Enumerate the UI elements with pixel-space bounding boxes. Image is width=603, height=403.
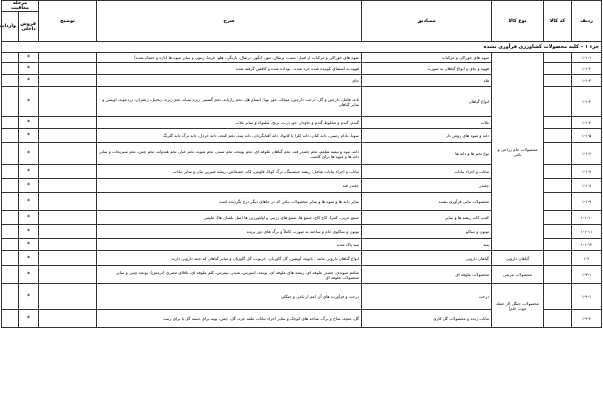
- sharh-cell: نانه، فلفل، دارچین و گل، درخت دارچین، میخک، جوز بویا، انسام هل، تخم رازیانه، تخم گشنیز، زیره سیاه، تخم زیره، زنجبیل، زعفران، زردچوبه، اویشن و سایر گیاهان: [97, 87, 362, 117]
- sharh-cell: گل، غنچه، شاخ و برگ، شاخه های کوچک و سایر اجزاء نباتات علفه خزه، گل، چمن، پونه برای دسته گل یا برای زینت: [97, 310, 362, 328]
- masadigh-cell: میوه های خوراکی و مرکبات: [362, 53, 492, 63]
- radif-cell: ۱-۱-۱: [572, 53, 602, 63]
- sharh-cell: صمغ عربی، کتیرا، کاج کاج، صمغ ها، صمغ های رزینی و اولئورزین ها (مثل بلسان ها)، ملیمی: [97, 211, 362, 225]
- kod-kala-cell: [544, 251, 572, 266]
- sharh-cell: چغندر قند: [97, 179, 362, 193]
- kod-kala-cell: [544, 239, 572, 251]
- kod-kala-cell: [544, 284, 572, 310]
- masadigh-cell: محصولات نباتی فرآوری نشده: [362, 193, 492, 211]
- radif-cell: ۱-۱-۱۱: [572, 225, 602, 239]
- radif-cell: ۱-۱-۹: [572, 193, 602, 211]
- col-header-tozih: توضیح: [39, 1, 97, 42]
- radif-cell: ۱-۱-۸: [572, 179, 602, 193]
- forush-star-cell: *: [19, 75, 39, 87]
- kod-kala-cell: [544, 266, 572, 284]
- forush-star-cell: *: [19, 53, 39, 63]
- noe-kala-cell: گیاهان دارویی: [492, 251, 544, 266]
- forush-star-cell: *: [19, 165, 39, 179]
- masadigh-cell: انواع گیاهان: [362, 87, 492, 117]
- vared-cell: [2, 239, 19, 251]
- masadigh-cell: توتون و تنباکو: [362, 225, 492, 239]
- masadigh-cell: قهوه و چای و انواع گیاهان به صورت: [362, 63, 492, 75]
- vared-cell: [2, 53, 19, 63]
- sharh-cell: دانه، نیوه و نیمیه شلغم، تخم چغندر قند، تخم گیاهان علوفه ای، تخم یونجه، تخم شبدر، تخم شوید، تخم خیار، تخم هندوانه، تخم چمن، تخم سبزیجات و سایر دانه ها و میوه ها برای کاشت: [97, 143, 362, 165]
- radif-cell: ۱-۱-۱۰: [572, 211, 602, 225]
- sharh-cell: میوه های خوراکی و مرکبات از قبیل: سیب، پرتقال، موز، انگور، برتقال، نارنگی، هلو، خرما، زیتون و سایر میوه ها (تازه و خشک شده): [97, 53, 362, 63]
- table-row: [2, 53, 602, 63]
- vared-cell: [2, 63, 19, 75]
- col-header-sharh: شرح: [97, 1, 362, 42]
- vared-cell: [2, 129, 19, 143]
- sharh-cell: سایر دانه ها و میوه ها و سایر محصولات نباتی که در جاهای دیگر درج نگردیده است: [97, 193, 362, 211]
- sharh-cell: توتون و تنباکوی خام و ساخته به صورت کاملاً و برگ های دور بریده: [97, 225, 362, 239]
- vared-cell: [2, 251, 19, 266]
- tozih-cell: [39, 284, 97, 310]
- table-row: [2, 251, 602, 266]
- vared-cell: [2, 117, 19, 129]
- vared-cell: [2, 143, 19, 165]
- masadigh-cell: گیاهان دارویی: [362, 251, 492, 266]
- tozih-cell: [39, 53, 97, 63]
- vared-cell: [2, 284, 19, 310]
- kod-kala-cell: [544, 87, 572, 117]
- masadigh-cell: درخت: [362, 284, 492, 310]
- kod-kala-cell: [544, 179, 572, 193]
- forush-star-cell: *: [19, 129, 39, 143]
- kod-kala-cell: [544, 117, 572, 129]
- kod-kala-cell: [544, 310, 572, 328]
- kod-kala-cell: [544, 143, 572, 165]
- sharh-cell: قهوه به استثنای کوبیده شده خرد شده ، بوداده شده و کافئین گرفته شده: [97, 63, 362, 75]
- vared-cell: [2, 266, 19, 284]
- sharh-cell: شلغم سوئدی، چغندر علوفه ای، ریشه های علوفه ای، یونجه، اسپرس، شبدر، نیمرس، کلم علوفه ای، باقلای مصری (ترمس)، یونجه چینی و سایر محصولات علوفه ای: [97, 266, 362, 284]
- vared-cell: [2, 179, 19, 193]
- sharh-cell: درخت و فرآورده های آن اعم از باغی و جنگلی: [97, 284, 362, 310]
- radif-cell: ۱-۱-۷: [572, 165, 602, 179]
- vared-cell: [2, 165, 19, 179]
- tozih-cell: [39, 193, 97, 211]
- tozih-cell: [39, 211, 97, 225]
- col-header-noe-kala: نوع کالا: [492, 1, 544, 42]
- col-header-forush: فروش داخلی: [19, 12, 39, 42]
- tozih-cell: [39, 143, 97, 165]
- tozih-cell: [39, 117, 97, 129]
- vared-cell: [2, 193, 19, 211]
- radif-cell: ۱-۱-۲: [572, 63, 602, 75]
- forush-star-cell: *: [19, 266, 39, 284]
- radif-cell: ۱-۱-۴: [572, 117, 602, 129]
- forush-star-cell: *: [19, 117, 39, 129]
- sharh-cell: چای: [97, 75, 362, 87]
- sharh-cell: گندم، گندم و مخلوط گندم و جاودار، جو، ذرت، برنج، شلتوک و سایر غلات: [97, 117, 362, 129]
- tozih-cell: [39, 310, 97, 328]
- masadigh-cell: دانه و میوه های روغن دار: [362, 129, 492, 143]
- radif-cell: ۱-۱-۴: [572, 87, 602, 117]
- vared-cell: [2, 75, 19, 87]
- masadigh-cell: نباتات زنده و محصولات گل کاری: [362, 310, 492, 328]
- section-title: جزء ۱ – کلیه محصولات کشاورزی فرآوری نشده: [2, 42, 602, 53]
- radif-cell: ۱-۱-۱۲: [572, 239, 602, 251]
- kod-kala-cell: [544, 63, 572, 75]
- sharh-cell: پنبه پاک شده: [97, 239, 362, 251]
- masadigh-cell: محصولات علوفه ای: [362, 266, 492, 284]
- radif-cell: ۱-۱-۶: [572, 143, 602, 165]
- sharh-cell: انواع گیاهان دارویی مانند : بابونه، آویشن، گل گاوزبان، خرنوب، گل گاوزبان و سایر گیاهان که جنبه دارویی دارند: [97, 251, 362, 266]
- vared-cell: [2, 225, 19, 239]
- col-header-vared: واردات: [2, 12, 19, 42]
- masadigh-cell: نوع تخم ها و دانه ها: [362, 143, 492, 165]
- forush-star-cell: *: [19, 310, 39, 328]
- forush-star-cell: *: [19, 87, 39, 117]
- tozih-cell: [39, 225, 97, 239]
- radif-cell: ۱-۴-۱: [572, 284, 602, 310]
- noe-kala-cell: محصولات خام زراعی و باغی: [492, 53, 544, 251]
- sharh-cell: نباتات و اجزاء نباتات شامل: ریشه جینسینگ، برگ کوکا، قلوس، کاه، خشخاش، ریشه شیرین بیان و سایر نباتات: [97, 165, 362, 179]
- col-header-kod-kala: کد کالا: [544, 1, 572, 42]
- tozih-cell: [39, 251, 97, 266]
- col-header-marhale: مرحله معافیت: [2, 1, 39, 12]
- masadigh-cell: کمپ کاه، ریشه ها و سایر: [362, 211, 492, 225]
- radif-cell: ۱-۱-۵: [572, 129, 602, 143]
- col-header-radif: ردیف: [572, 1, 602, 42]
- forush-star-cell: *: [19, 211, 39, 225]
- masadigh-cell: چغندر: [362, 179, 492, 193]
- forush-star-cell: *: [19, 63, 39, 75]
- noe-kala-cell: محصولات مرتعی: [492, 266, 544, 284]
- radif-cell: ۱-۳-۱: [572, 266, 602, 284]
- forush-star-cell: *: [19, 225, 39, 239]
- noe-kala-cell: محصولات جنگل (از جمله چوب خام): [492, 284, 544, 328]
- masadigh-cell: فله: [362, 75, 492, 87]
- kod-kala-cell: [544, 129, 572, 143]
- kod-kala-cell: [544, 225, 572, 239]
- kod-kala-cell: [544, 211, 572, 225]
- vared-cell: [2, 310, 19, 328]
- vared-cell: [2, 211, 19, 225]
- radif-cell: ۱-۱-۳: [572, 75, 602, 87]
- table-row: [2, 266, 602, 284]
- col-header-masadigh: مصادیق: [362, 1, 492, 42]
- table-row: [2, 284, 602, 310]
- tozih-cell: [39, 87, 97, 117]
- radif-cell: ۱-۲: [572, 251, 602, 266]
- kod-kala-cell: [544, 75, 572, 87]
- tozih-cell: [39, 63, 97, 75]
- forush-star-cell: *: [19, 239, 39, 251]
- masadigh-cell: پنبه: [362, 239, 492, 251]
- masadigh-cell: غلات: [362, 117, 492, 129]
- kod-kala-cell: [544, 53, 572, 63]
- tozih-cell: [39, 239, 97, 251]
- kod-kala-cell: [544, 165, 572, 179]
- tozih-cell: [39, 129, 97, 143]
- radif-cell: ۱-۴-۲: [572, 310, 602, 328]
- tozih-cell: [39, 179, 97, 193]
- vared-cell: [2, 87, 19, 117]
- sharh-cell: سویا، بادام زمینی، دانه کتان، دانه کلزا یا کانولا، دانه آفتابگردان، دانه پنبه، تخم کنجد، دانه خردل، دانه برگ دانه گلرنگ: [97, 129, 362, 143]
- tozih-cell: [39, 266, 97, 284]
- kod-kala-cell: [544, 193, 572, 211]
- forush-star-cell: *: [19, 179, 39, 193]
- forush-star-cell: *: [19, 251, 39, 266]
- tozih-cell: [39, 75, 97, 87]
- forush-star-cell: *: [19, 193, 39, 211]
- table-body: [2, 53, 602, 328]
- forush-star-cell: *: [19, 284, 39, 310]
- exemption-table: [1, 0, 602, 328]
- forush-star-cell: *: [19, 143, 39, 165]
- tozih-cell: [39, 165, 97, 179]
- masadigh-cell: نباتات و اجزاء نباتات: [362, 165, 492, 179]
